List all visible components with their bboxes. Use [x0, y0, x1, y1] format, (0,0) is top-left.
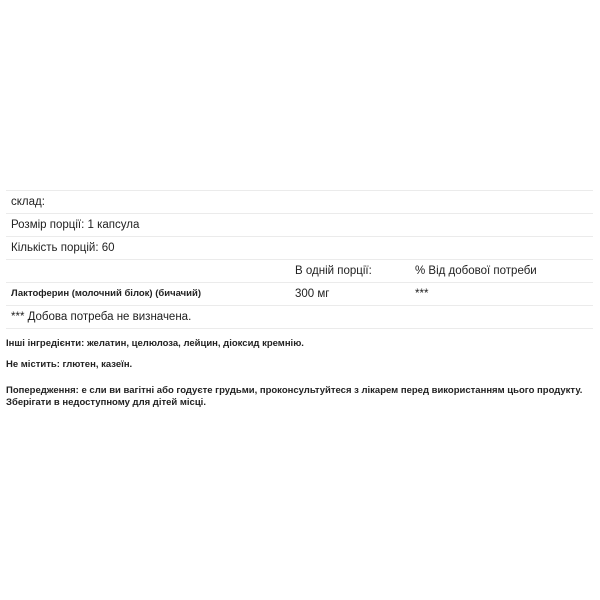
footnote-row — [6, 306, 593, 329]
warning — [6, 385, 596, 409]
facts-heading: склад: — [11, 196, 45, 208]
serving-size: Розмір порції: 1 капсула — [11, 219, 140, 231]
does-not-contain: Не містить: глютен, казеїн. — [6, 359, 133, 370]
ingredient-daily-value: *** — [415, 288, 429, 300]
ingredient-name: Лактоферин (молочний білок) (бичачий) — [11, 288, 202, 299]
column-header-daily-value: % Від добової потреби — [415, 265, 537, 277]
servings-per-container: Кількість порцій: 60 — [11, 242, 115, 254]
ingredient-amount: 300 мг — [295, 288, 330, 300]
supplement-facts-table — [6, 190, 593, 329]
product-notes — [6, 338, 596, 418]
warning-line-1: Попередження: е сли ви вагітні або годуєте грудьми, проконсультуйтеся з лікарем перед використанням цього продукту. — [6, 385, 583, 396]
column-header-per-serving: В одній порції: — [295, 265, 372, 277]
servings-per-container-row — [6, 237, 593, 260]
column-header-row — [6, 260, 593, 283]
other-ingredients: Інші інгредієнти: желатин, целюлоза, лейцин, діоксид кремнію. — [6, 338, 304, 349]
serving-size-row — [6, 214, 593, 237]
ingredient-row — [6, 283, 593, 306]
warning-line-2: Зберігати в недоступному для дітей місці. — [6, 397, 206, 408]
facts-heading-row — [6, 191, 593, 214]
footnote: *** Добова потреба не визначена. — [11, 311, 192, 323]
